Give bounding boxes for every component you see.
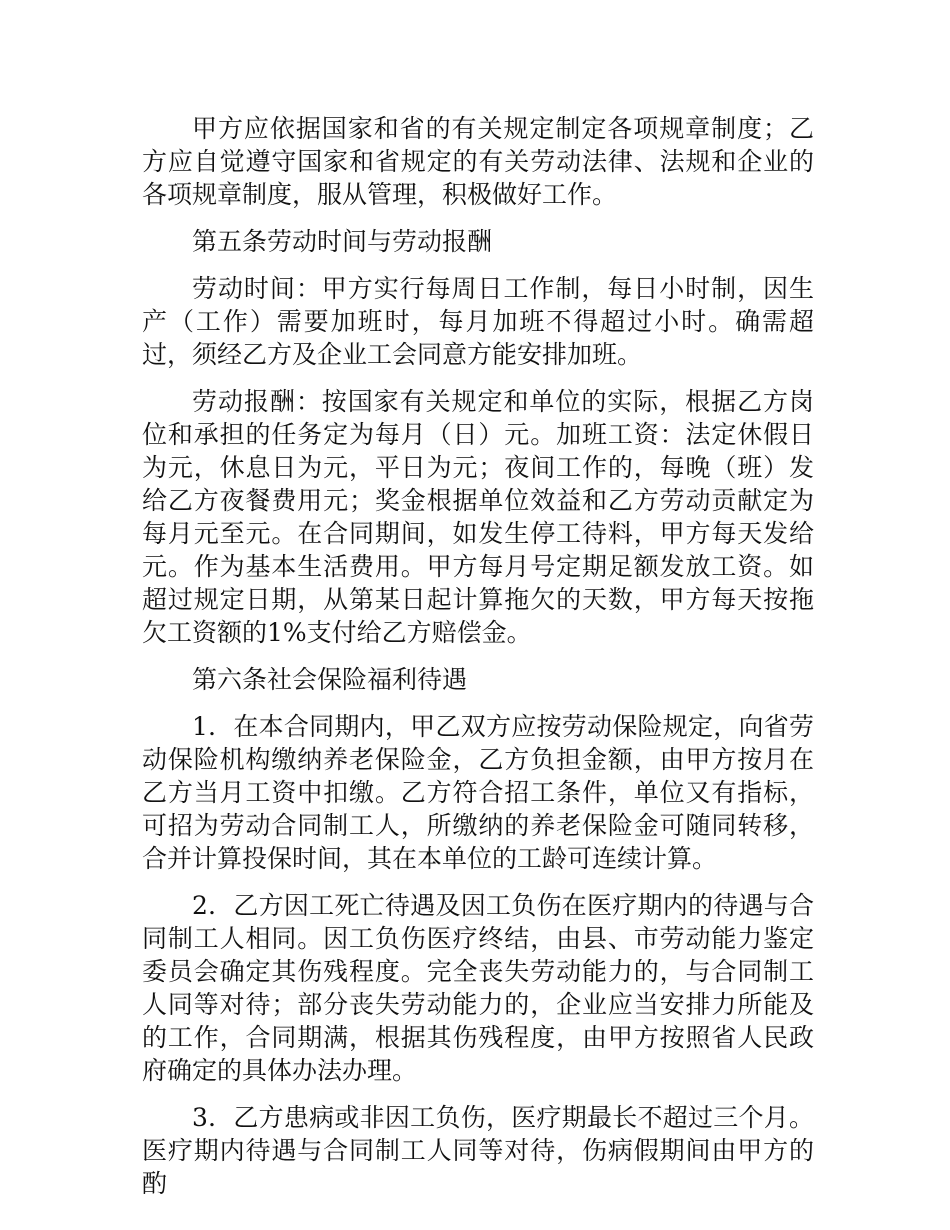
heading-article-6: 第六条社会保险福利待遇 [192, 665, 468, 694]
paragraph-clause-3: 3．乙方患病或非因工负伤，医疗期最长不超过三个月。医疗期内待遇与合同制工人同等对待，伤病假期间由甲方的酌 [142, 1103, 814, 1198]
heading-article-5: 第五条劳动时间与劳动报酬 [192, 227, 493, 256]
document-body [142, 112, 814, 1214]
paragraph-working-hours: 劳动时间：甲方实行每周日工作制，每日小时制，因生产（工作）需要加班时，每月加班不得超过小时。确需超过，须经乙方及企业工会同意方能安排加班。 [142, 274, 814, 369]
paragraph-clause-2: 2．乙方因工死亡待遇及因工负伤在医疗期内的待遇与合同制工人相同。因工负伤医疗终结，由县、市劳动能力鉴定委员会确定其伤残程度。完全丧失劳动能力的，与合同制工人同等对待；部分丧失劳动能力的，企业应当安排力所能及的工作，合同期满，根据其伤残程度，由甲方按照省人民政府确定的具体办法办理。 [142, 891, 814, 1085]
paragraph-clause-1: 1．在本合同期内，甲乙双方应按劳动保险规定，向省劳动保险机构缴纳养老保险金，乙方负担金额，由甲方按月在乙方当月工资中扣缴。乙方符合招工条件，单位又有指标，可招为劳动合同制工人，所缴纳的养老保险金可随同转移，合并计算投保时间，其在本单位的工龄可连续计算。 [142, 712, 814, 873]
paragraph-remuneration: 劳动报酬：按国家有关规定和单位的实际，根据乙方岗位和承担的任务定为每月（日）元。加班工资：法定休假日为元，休息日为元，平日为元；夜间工作的，每晚（班）发给乙方夜餐费用元；奖金根据单位效益和乙方劳动贡献定为每月元至元。在合同期间，如发生停工待料，甲方每天发给元。作为基本生活费用。甲方每月号定期足额发放工资。如超过规定日期，从第某日起计算拖欠的天数，甲方每天按拖欠工资额的1%支付给乙方赔偿金。 [142, 387, 814, 647]
paragraph-rules: 甲方应依据国家和省的有关规定制定各项规章制度；乙方应自觉遵守国家和省规定的有关劳动法律、法规和企业的各项规章制度，服从管理，积极做好工作。 [142, 114, 814, 209]
